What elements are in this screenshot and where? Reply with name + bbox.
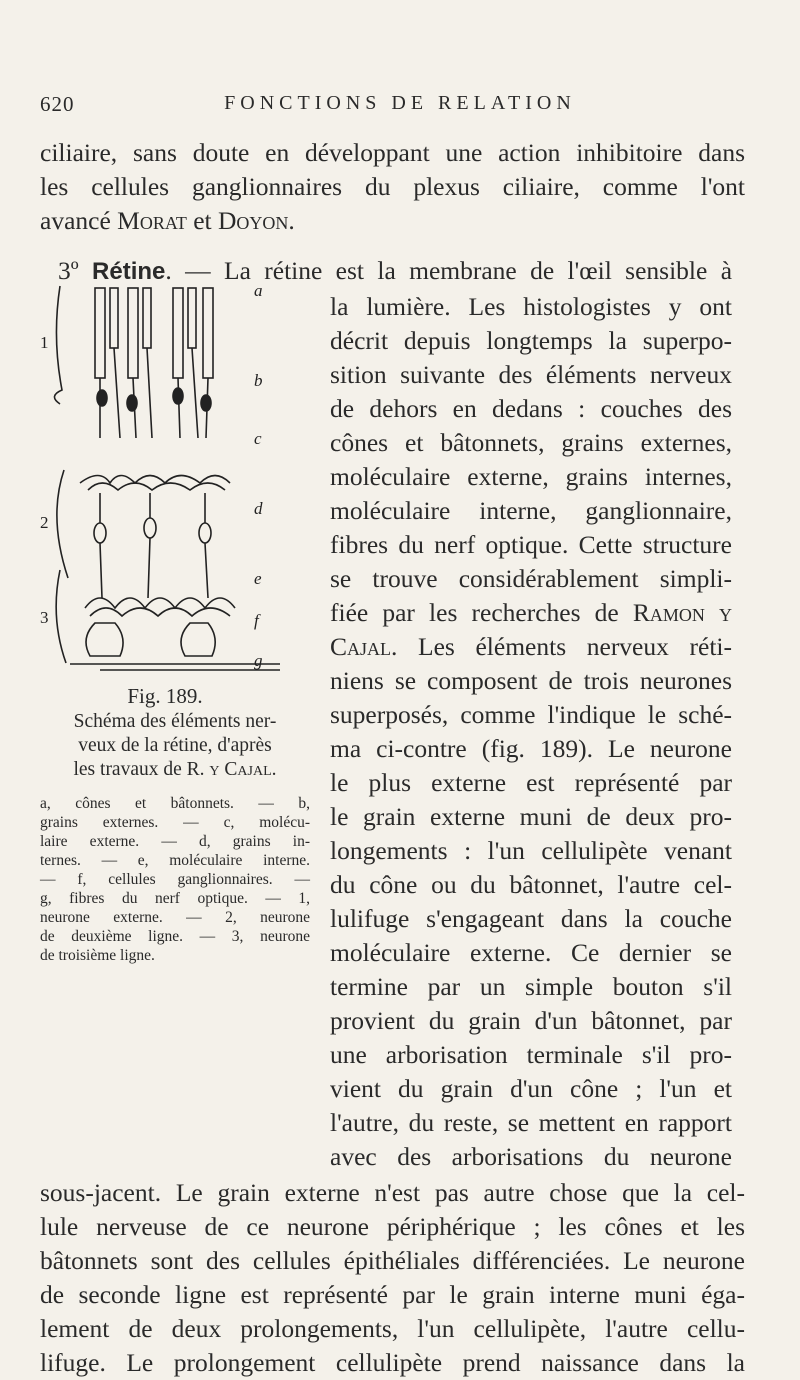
layer-letter-e: e	[254, 569, 262, 588]
rc-line-5: cônes et bâtonnets, grains externes,	[330, 428, 732, 457]
author-doyon: Doyon	[218, 206, 289, 235]
rc-line-8: fibres du nerf optique. Cette structure	[330, 530, 732, 559]
rc-line-22: provient du grain d'un bâtonnet, par	[330, 1006, 732, 1035]
bottom-line-2: lule nerveuse de ce neurone périphérique ; les cônes et les	[40, 1212, 745, 1241]
legend-line-5: — f, cellules ganglionnaires. —	[40, 871, 310, 888]
neuron-number-2: 2	[40, 513, 49, 532]
bottom-line-5: lement de deux prolongements, l'un cellulipète, l'autre cellu-	[40, 1314, 745, 1343]
layer-letter-b: b	[254, 371, 263, 390]
author-r-y-cajal: R. y Cajal	[186, 759, 272, 780]
retina-drawing	[54, 286, 280, 670]
author-morat: Morat	[117, 206, 187, 235]
rc-line-11: Cajal. Les éléments nerveux réti-	[330, 632, 732, 661]
legend-line-1: a, cônes et bâtonnets. — b,	[40, 795, 310, 812]
rc-line-24: vient du grain d'un cône ; l'un et	[330, 1074, 732, 1103]
rc-line-7: moléculaire interne, ganglionnaire,	[330, 496, 732, 525]
figure-caption-line-1: Schéma des éléments ner-	[73, 711, 277, 732]
legend-line-6: g, fibres du nerf optique. — 1,	[40, 890, 310, 907]
rc-line-21: termine par un simple bouton s'il	[330, 972, 732, 1001]
rc-line-12: niens se composent de trois neurones	[330, 666, 732, 695]
legend-line-8: de deuxième ligne. — 3, neurone	[40, 928, 310, 945]
layer-letter-g: g	[254, 651, 263, 670]
rc-line-17: longements : l'un cellulipète venant	[330, 836, 732, 865]
rc-line-1: la lumière. Les histologistes y ont	[330, 292, 732, 321]
layer-letter-f: f	[254, 611, 259, 630]
rc-line-15: le plus externe est représenté par	[330, 768, 732, 797]
legend-line-7: neurone externe. — 2, neurone	[40, 909, 310, 926]
layer-letter-d: d	[254, 499, 263, 518]
legend-line-3: laire externe. — d, grains in-	[40, 833, 310, 850]
legend-line-9: de troisième ligne.	[40, 947, 155, 964]
intro-line-3: avancé Morat et Doyon.	[40, 206, 295, 235]
rc-line-3: sition suivante des éléments nerveux	[330, 360, 732, 389]
section-heading-line: 3º Rétine. — La rétine est la membrane de l'œil sensible à	[58, 256, 733, 285]
bottom-line-4: de seconde ligne est représenté par le grain interne muni éga-	[40, 1280, 745, 1309]
layer-letter-a: a	[254, 281, 263, 300]
rc-line-9: se trouve considérablement simpli-	[330, 564, 732, 593]
intro-line-2: les cellules ganglionnaires du plexus ciliaire, comme l'ont	[40, 172, 745, 201]
rc-line-23: une arborisation terminale s'il pro-	[330, 1040, 732, 1069]
rc-line-26: avec des arborisations du neurone	[330, 1142, 732, 1171]
layer-letter-c: c	[254, 429, 262, 448]
bottom-line-3: bâtonnets sont des cellules épithéliales différenciées. Le neurone	[40, 1246, 745, 1275]
neuron-number-3: 3	[40, 608, 49, 627]
running-title: FONCTIONS DE RELATION	[224, 92, 576, 114]
author-cajal: Cajal	[330, 632, 392, 661]
rc-line-6: moléculaire externe, grains internes,	[330, 462, 732, 491]
figure-caption-line-2: veux de la rétine, d'après	[78, 735, 272, 756]
rc-line-14: ma ci-contre (fig. 189). Le neurone	[330, 734, 732, 763]
bottom-line-1: sous-jacent. Le grain externe n'est pas autre chose que la cel-	[40, 1178, 745, 1207]
retina-schema-figure	[40, 278, 310, 678]
layer-letters	[254, 281, 263, 670]
neuron-numbers	[40, 333, 49, 627]
figure-caption-line-3: les travaux de R. y Cajal.	[73, 759, 277, 780]
rc-line-13: superposés, comme l'indique le sché-	[330, 700, 732, 729]
rc-line-10: fiée par les recherches de Ramon y	[330, 598, 732, 627]
intro-line-1: ciliaire, sans doute en développant une action inhibitoire dans	[40, 138, 745, 167]
rc-line-19: lulifuge s'engageant dans la couche	[330, 904, 732, 933]
rc-line-20: moléculaire externe. Ce dernier se	[330, 938, 732, 967]
author-ramon: Ramon y	[632, 598, 732, 627]
rc-line-4: de dehors en dedans : couches des	[330, 394, 732, 423]
rc-line-2: décrit depuis longtemps la superpo-	[330, 326, 732, 355]
neuron-number-1: 1	[40, 333, 49, 352]
legend-line-2: grains externes. — c, molécu-	[40, 814, 310, 831]
section-number: 3º	[58, 256, 79, 285]
rc-line-16: le grain externe muni de deux pro-	[330, 802, 732, 831]
page-number: 620	[40, 92, 75, 116]
legend-line-4: ternes. — e, moléculaire interne.	[40, 852, 310, 869]
rc-line-25: l'autre, du reste, se mettent en rapport	[330, 1108, 732, 1137]
rc-line-18: du cône ou du bâtonnet, l'autre cel-	[330, 870, 732, 899]
bottom-line-6: lifuge. Le prolongement cellulipète prend naissance dans la	[40, 1348, 745, 1377]
section-heading: Rétine	[92, 258, 166, 285]
figure-number: Fig. 189.	[127, 684, 203, 708]
